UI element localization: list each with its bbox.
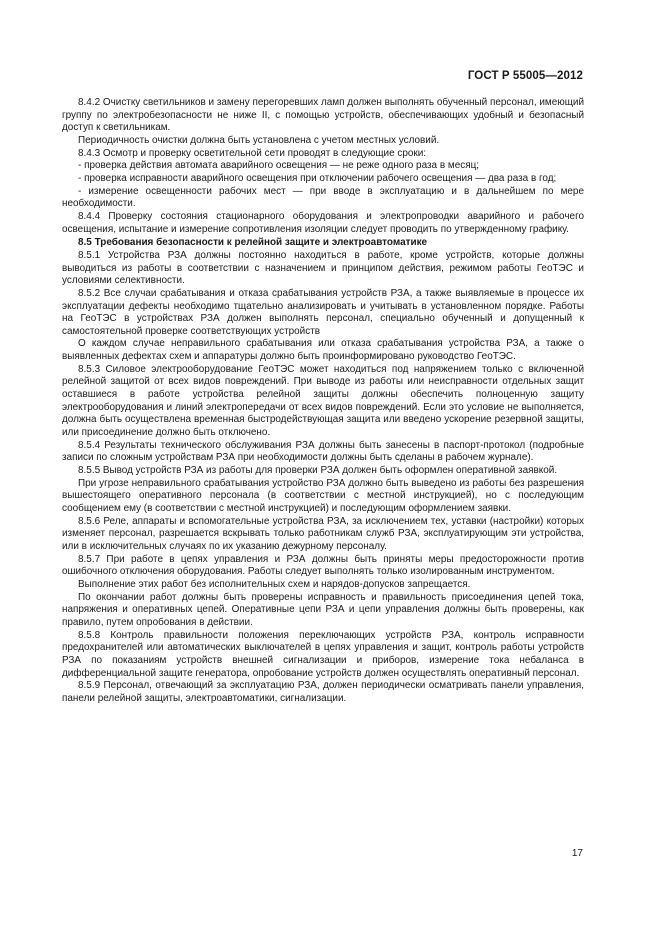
page-number: 17	[571, 848, 583, 859]
paragraph: Выполнение этих работ без исполнительных схем и нарядов-допусков запрещается.	[78, 578, 471, 590]
paragraph: 8.5.6 Реле, аппараты и вспомогательные устройства РЗА, за исключением тех, уставки (настройки) которых изменяет персонал, разрешается вскрывать только работникам служб РЗА, эксплуатирующим эти устройства, или в исключительных случаях по их указанию дежурному персоналу.	[62, 515, 584, 552]
document-header: ГОСТ Р 55005—2012	[467, 70, 583, 82]
paragraph: 8.5.3 Силовое электрооборудование ГеоТЭС может находиться под напряжением только с включенной релейной защитой от всех видов повреждений. При выводе из работы или неисправности отдельных защит оставшиеся в работе устройства релейной защиты должны обеспечить полноценную защиту электрооборудования и линий электропередачи от всех видов повреждений. Если это условие не выполняется, должна быть осуществлена временная быстродействующая защита или введено ускорение резервной защиты, или присоединение должно быть отключено.	[62, 363, 584, 439]
paragraph: 8.4.2 Очистку светильников и замену перегоревших ламп должен выполнять обученный персонал, имеющий группу по электробезопасности не ниже II, с помощью устройств, обеспечивающих удобный и безопасный доступ к светильникам.	[62, 97, 584, 134]
paragraph: 8.5.2 Все случаи срабатывания и отказа срабатывания устройств РЗА, а также выявляемые в процессе их эксплуатации дефекты необходимо тщательно анализировать и учитывать в установленном порядке. Работы на ГеоТЭС в устройствах РЗА должен выполнять персонал, специально обученный и допущенный к самостоятельной проверке соответствующих устройств	[62, 287, 584, 337]
paragraph: - проверка действия автомата аварийного освещения — не реже одного раза в месяц;	[78, 160, 480, 172]
paragraph: По окончании работ должны быть проверены исправность и правильность присоединения цепей тока, напряжения и оперативных цепей. Оперативные цепи РЗА и цепи управления должны быть проверены, как правило, путем опробования в действии.	[62, 591, 584, 628]
paragraph: 8.4.3 Осмотр и проверку осветительной сети проводят в следующие сроки:	[78, 147, 427, 159]
paragraph: - измерение освещенности рабочих мест — при вводе в эксплуатацию и в дальнейшем по мере необходимости.	[62, 185, 584, 210]
paragraph: 8.5.1 Устройства РЗА должны постоянно находиться в работе, кроме устройств, которые должны выводиться из работы в соответствии с назначением и принципом действия, режимом работы ГеоТЭС и условиями селективности.	[62, 249, 584, 287]
paragraph: Периодичность очистки должна быть установлена с учетом местных условий.	[78, 134, 440, 146]
paragraph: - проверка исправности аварийного освещения при отключении рабочего освещения — два раза в год;	[78, 172, 557, 184]
paragraph: О каждом случае неправильного срабатывания или отказа срабатывания устройства РЗА, а также о выявленных дефектах схем и аппаратуры должно быть проинформировано руководство ГеоТЭС.	[62, 338, 584, 363]
paragraph: 8.5.4 Результаты технического обслуживания РЗА должны быть занесены в паспорт-протокол (подробные записи по сложным устройствам РЗА при необходимости должны быть сделаны в рабочем журнале).	[62, 439, 584, 464]
paragraph: 8.5.5 Вывод устройств РЗА из работы для проверки РЗА должен быть оформлен оперативной заявкой.	[78, 465, 558, 477]
paragraph: 8.4.4 Проверку состояния стационарного оборудования и электропроводки аварийного и рабочего освещения, испытание и измерение сопротивления изоляции следует проводить по утвержденному графику.	[62, 210, 584, 235]
paragraph: 8.5.7 При работе в цепях управления и РЗА должны быть приняты меры предосторожности против ошибочного отключения оборудования. Работы следует выполнять только изолированным инструментом.	[62, 553, 584, 578]
paragraph: 8.5.8 Контроль правильности положения переключающих устройств РЗА, контроль исправности предохранителей или автоматических выключателей в цепях управления и защит, контроль работы устройств РЗА по показаниям устройств внешней сигнализации и приборов, измерение тока небаланса в дифференциальной защите генератора, опробование устройств должен осуществлять оперативный персонал.	[62, 629, 584, 679]
section-heading: 8.5 Требования безопасности к релейной защите и электроавтоматике	[78, 237, 428, 249]
document-body	[62, 97, 584, 706]
paragraph: При угрозе неправильного срабатывания устройство РЗА должно быть выведено из работы без разрешения вышестоящего оперативного персонала (в соответствии с местной инструкцией), но с последующим сообщением ему (в соответствии с местной инструкцией) и последующим оформлением заявки.	[62, 477, 584, 514]
paragraph: 8.5.9 Персонал, отвечающий за эксплуатацию РЗА, должен периодически осматривать панели управления, панели релейной защиты, электроавтоматики, сигнализации.	[62, 680, 584, 704]
